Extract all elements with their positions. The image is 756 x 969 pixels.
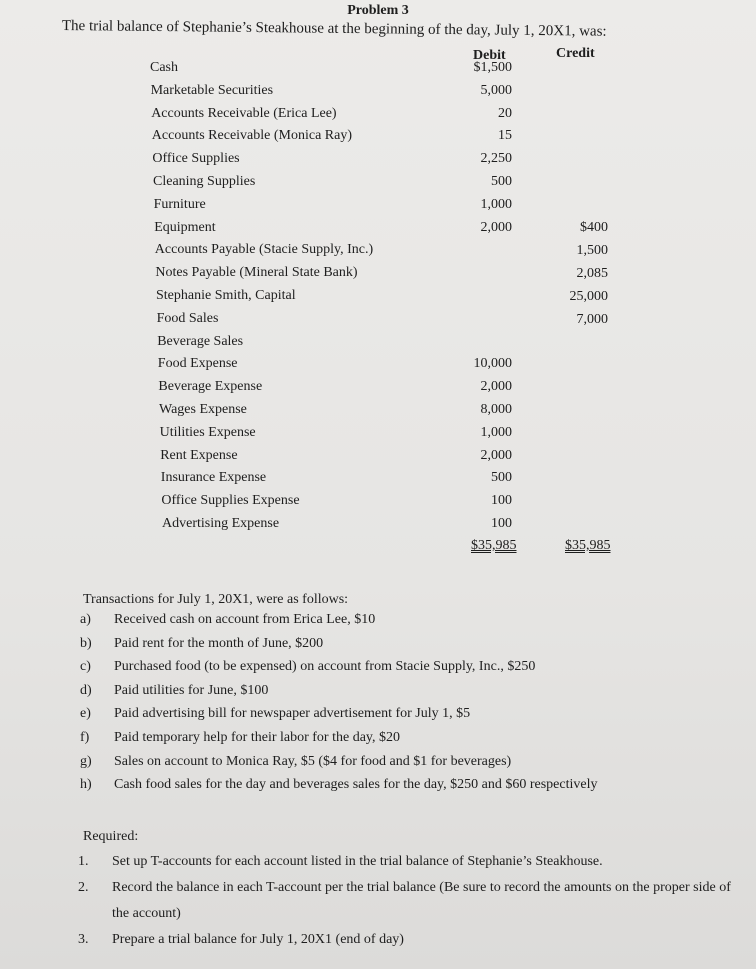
debit-amount: 5,000 (480, 82, 512, 98)
required-text: Set up T-accounts for each account listed in the trial balance of Stephanie’s Steakhouse. (112, 854, 603, 869)
credit-amount: 7,000 (576, 311, 608, 327)
debit-header: Debit (473, 48, 506, 63)
required-item (78, 875, 748, 927)
account-name: Wages Expense (159, 401, 247, 417)
trial-balance-row (151, 83, 620, 106)
required-text: Prepare a trial balance for July 1, 20X1 (end of day) (112, 932, 404, 947)
transaction-text: Sales on account to Monica Ray, $5 ($4 for food and $1 for beverages) (114, 753, 512, 769)
account-name: Accounts Payable (Stacie Supply, Inc.) (154, 242, 374, 258)
required-number: 2. (78, 880, 89, 895)
account-name: Beverage Expense (158, 379, 263, 395)
trial-balance-row (161, 493, 620, 516)
trial-balance-table (150, 60, 620, 539)
transactions-list (80, 612, 598, 801)
transaction-item (80, 706, 598, 730)
trial-balance-row (158, 356, 620, 379)
required-item (78, 849, 748, 875)
account-name: Cleaning Supplies (153, 173, 256, 189)
transaction-letter: f) (80, 729, 90, 745)
account-name: Marketable Securities (150, 82, 274, 98)
account-name: Utilities Expense (159, 424, 256, 440)
account-name: Cash (150, 60, 178, 75)
transaction-text: Paid advertising bill for newspaper advertisement for July 1, $5 (114, 706, 471, 722)
credit-amount: 2,085 (576, 265, 608, 281)
debit-amount: 8,000 (480, 401, 512, 417)
transaction-letter: e) (80, 706, 91, 722)
account-name: Notes Payable (Mineral State Bank) (155, 265, 358, 281)
credit-amount: 1,500 (576, 243, 608, 259)
trial-balance-row (151, 106, 620, 129)
intro-sentence: The trial balance of Stephanie’s Steakhouse at the beginning of the day, July 1, 20X1, was: (61, 18, 607, 40)
trial-balance-row (150, 60, 620, 83)
required-text: Record the balance in each T-account per the trial balance (Be sure to record the amounts on the proper side of the account) (112, 880, 731, 921)
debit-amount: 15 (498, 128, 512, 144)
transaction-item (80, 754, 598, 778)
transaction-item (80, 777, 598, 801)
trial-balance-row (162, 516, 620, 539)
debit-amount: 100 (491, 515, 512, 531)
trial-balance-row (161, 470, 620, 493)
credit-header: Credit (556, 46, 595, 61)
trial-balance-row (152, 151, 620, 174)
account-name: Office Supplies (152, 151, 240, 167)
debit-total: $35,985 (471, 538, 517, 553)
transaction-text: Paid temporary help for their labor for the day, $20 (114, 729, 401, 745)
transaction-text: Purchased food (to be expensed) on account from Stacie Supply, Inc., $250 (114, 659, 536, 675)
debit-amount: $1,500 (473, 60, 512, 75)
credit-amount: 25,000 (569, 288, 608, 304)
transaction-text: Cash food sales for the day and beverages sales for the day, $250 and $60 respectively (114, 777, 598, 793)
account-name: Insurance Expense (160, 470, 267, 486)
trial-balance-row (158, 379, 620, 402)
trial-balance-row (152, 128, 620, 151)
account-name: Office Supplies Expense (161, 493, 300, 509)
required-number: 3. (78, 932, 89, 947)
account-name: Food Sales (156, 310, 219, 326)
debit-amount: 20 (498, 105, 512, 121)
transaction-letter: a) (80, 612, 91, 627)
debit-amount: 1,000 (480, 196, 512, 212)
transaction-item (80, 683, 598, 707)
transaction-item (80, 730, 598, 754)
account-name: Food Expense (157, 356, 238, 372)
trial-balance-row (160, 448, 620, 471)
trial-balance-row (160, 425, 620, 448)
debit-amount: 2,000 (480, 447, 512, 463)
transaction-letter: b) (80, 635, 92, 651)
account-name: Furniture (153, 196, 206, 212)
account-name: Accounts Receivable (Erica Lee) (151, 105, 337, 121)
trial-balance-row (159, 402, 620, 425)
debit-amount: 500 (491, 470, 512, 486)
account-name: Advertising Expense (162, 515, 280, 531)
transaction-text: Paid utilities for June, $100 (114, 682, 269, 698)
debit-amount: 100 (491, 493, 512, 509)
required-item (78, 927, 748, 953)
trial-balance-row (154, 197, 620, 220)
account-name: Beverage Sales (157, 333, 244, 349)
debit-amount: 2,000 (480, 379, 512, 395)
transaction-letter: d) (80, 682, 92, 698)
problem-title: Problem 3 (347, 3, 409, 18)
debit-amount: 10,000 (473, 356, 512, 372)
transaction-letter: c) (80, 659, 91, 675)
transaction-item (80, 612, 598, 636)
required-heading: Required: (83, 829, 139, 844)
credit-total: $35,985 (565, 538, 611, 553)
debit-amount: 2,000 (480, 219, 512, 235)
debit-amount: 2,250 (480, 151, 512, 167)
account-name: Stephanie Smith, Capital (156, 287, 296, 303)
account-name: Accounts Receivable (Monica Ray) (151, 128, 353, 144)
required-list (78, 849, 748, 953)
account-name: Equipment (154, 219, 216, 235)
transaction-letter: h) (80, 777, 92, 793)
transaction-text: Paid rent for the month of June, $200 (114, 635, 324, 651)
transaction-item (80, 636, 598, 660)
debit-amount: 1,000 (480, 424, 512, 440)
credit-amount: $400 (580, 220, 608, 236)
trial-balance-row (153, 174, 620, 197)
required-number: 1. (78, 854, 89, 869)
transaction-text: Received cash on account from Erica Lee, $10 (114, 612, 376, 627)
transaction-letter: g) (80, 753, 92, 769)
transaction-item (80, 659, 598, 683)
account-name: Rent Expense (160, 447, 238, 463)
debit-amount: 500 (491, 173, 512, 189)
transactions-heading: Transactions for July 1, 20X1, were as follows: (83, 592, 349, 607)
